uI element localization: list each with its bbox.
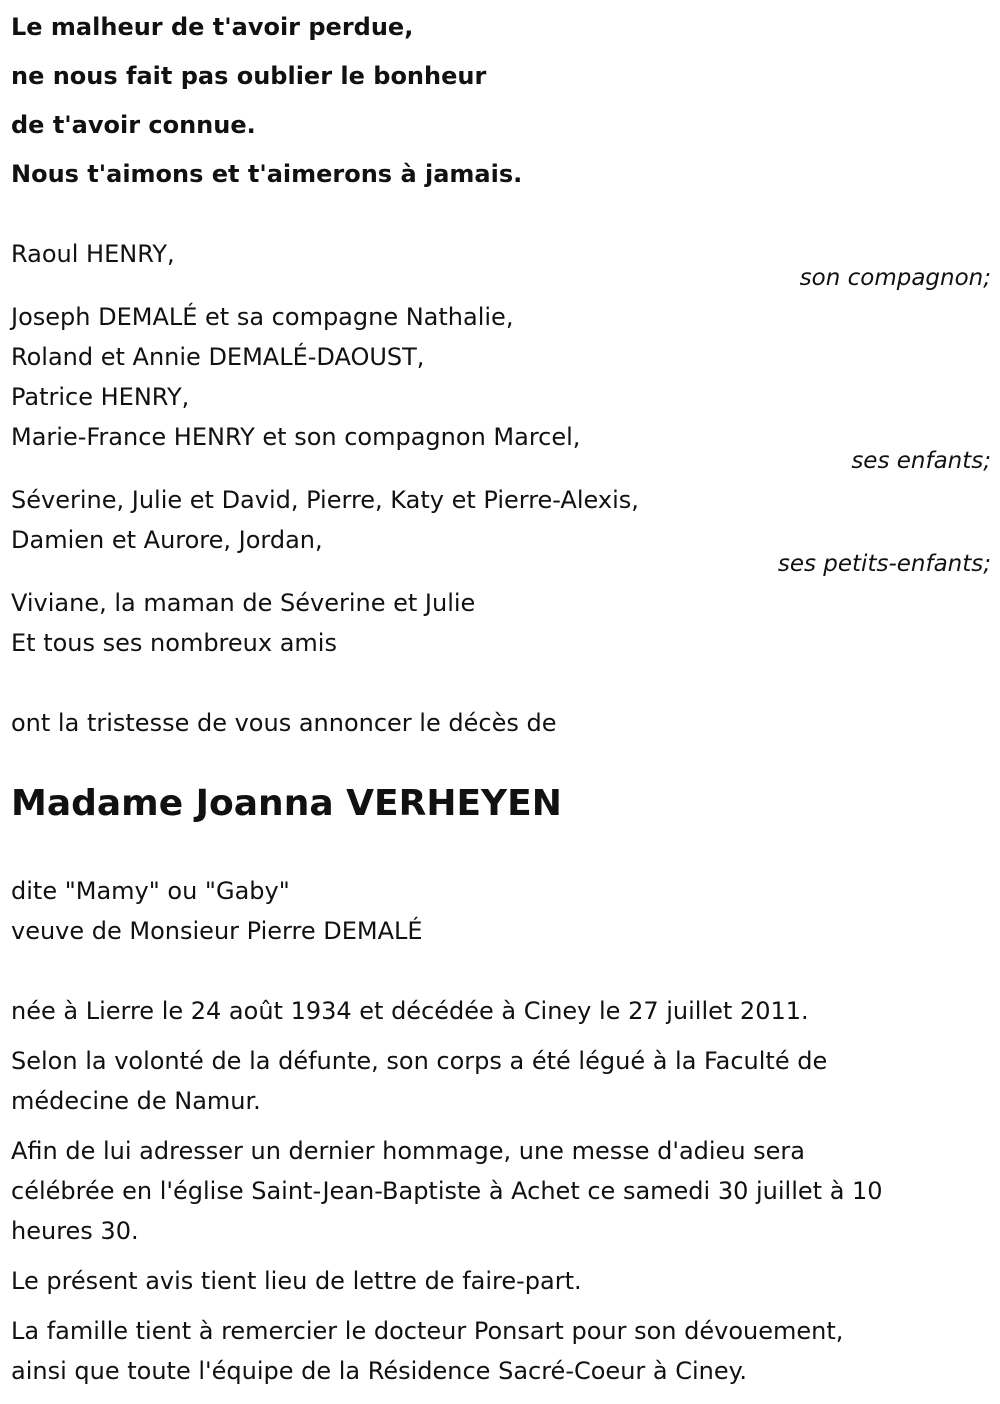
deceased-name: Madame Joanna VERHEYEN — [11, 783, 562, 824]
deceased-nickname: dite "Mamy" ou "Gaby" — [11, 877, 290, 905]
thanks-text: La famille tient à remercier le docteur Ponsart pour son dévouement, — [11, 1317, 844, 1345]
companion-role: son compagnon; — [799, 265, 991, 291]
children-role: ses enfants; — [851, 448, 991, 474]
child-name: Joseph DEMALÉ et sa compagne Nathalie, — [11, 303, 514, 331]
notice-text: Le présent avis tient lieu de lettre de faire-part. — [11, 1267, 582, 1295]
grandchildren-names: Damien et Aurore, Jordan, — [11, 526, 323, 554]
other-mourner: Viviane, la maman de Séverine et Julie — [11, 589, 476, 617]
grandchildren-role: ses petits-enfants; — [777, 551, 991, 577]
child-name: Marie-France HENRY et son compagnon Marcel, — [11, 423, 581, 451]
announcement-text: ont la tristesse de vous annoncer le décès de — [11, 709, 557, 737]
poem-line: ne nous fait pas oublier le bonheur — [11, 62, 487, 90]
body-donation-text: Selon la volonté de la défunte, son corps a été légué à la Faculté de — [11, 1047, 828, 1075]
ceremony-text: heures 30. — [11, 1217, 139, 1245]
birth-death-text: née à Lierre le 24 août 1934 et décédée à Ciney le 27 juillet 2011. — [11, 997, 809, 1025]
ceremony-text: Afin de lui adresser un dernier hommage, une messe d'adieu sera — [11, 1137, 806, 1165]
deceased-widow-of: veuve de Monsieur Pierre DEMALÉ — [11, 917, 423, 945]
poem-line: Le malheur de t'avoir perdue, — [11, 13, 414, 41]
companion-name: Raoul HENRY, — [11, 240, 175, 268]
ceremony-text: célébrée en l'église Saint-Jean-Baptiste à Achet ce samedi 30 juillet à 10 — [11, 1177, 883, 1205]
other-mourner: Et tous ses nombreux amis — [11, 629, 337, 657]
body-donation-text: médecine de Namur. — [11, 1087, 261, 1115]
child-name: Patrice HENRY, — [11, 383, 190, 411]
poem-line: de t'avoir connue. — [11, 111, 256, 139]
grandchildren-names: Séverine, Julie et David, Pierre, Katy et Pierre-Alexis, — [11, 486, 639, 514]
poem-line: Nous t'aimons et t'aimerons à jamais. — [11, 160, 523, 188]
child-name: Roland et Annie DEMALÉ-DAOUST, — [11, 343, 425, 371]
thanks-text: ainsi que toute l'équipe de la Résidence Sacré-Coeur à Ciney. — [11, 1357, 748, 1385]
